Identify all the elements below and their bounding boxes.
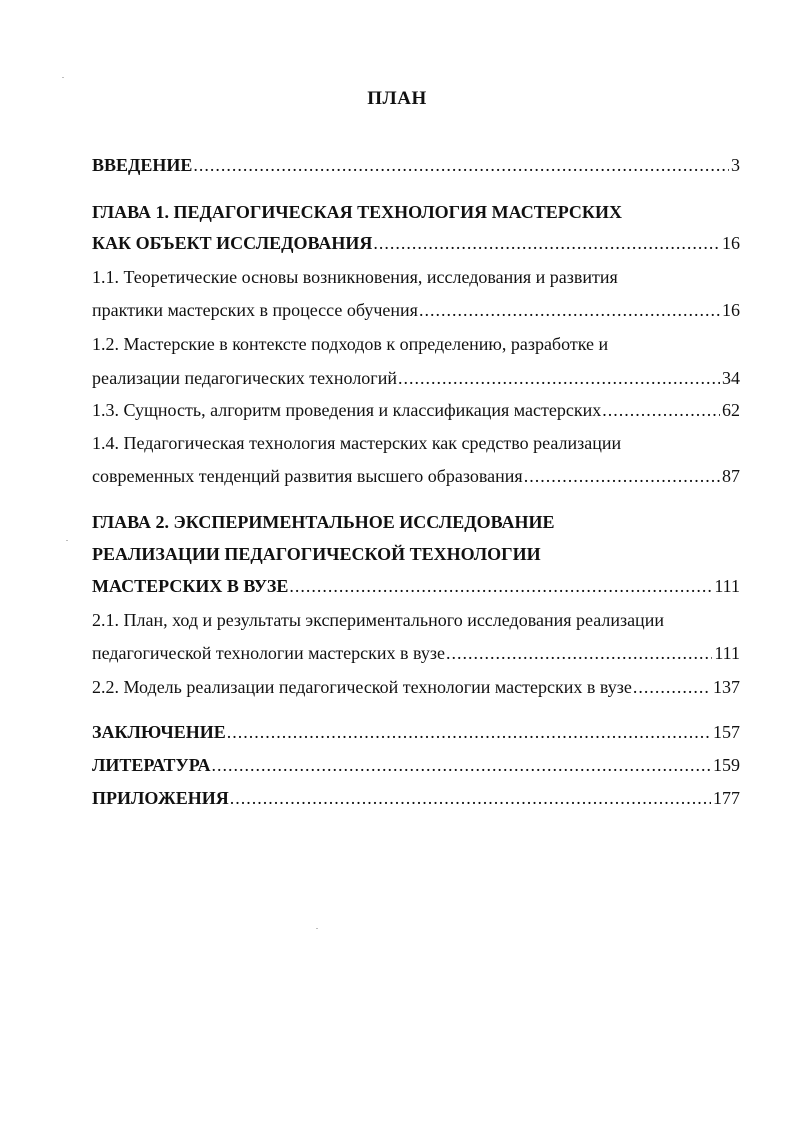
toc-entry-text: ГЛАВА 1. ПЕДАГОГИЧЕСКАЯ ТЕХНОЛОГИЯ МАСТЕРСКИХ (92, 202, 622, 222)
toc-entry-text: КАК ОБЪЕКТ ИССЛЕДОВАНИЯ (92, 233, 373, 253)
toc-entry-chapter-1 (92, 230, 740, 256)
toc-entry-chapter-2-heading (92, 509, 740, 535)
toc-entry-section-1-3 (92, 397, 740, 423)
toc-entry-text: ВВЕДЕНИЕ (92, 155, 193, 175)
toc-leader-dots (602, 397, 720, 423)
toc-page-number: 87 (722, 466, 740, 486)
toc-leader-dots (633, 674, 711, 700)
toc-leader-dots (193, 152, 729, 178)
toc-entry-chapter-2-heading-cont (92, 541, 740, 567)
toc-entry-text: педагогической технологии мастерских в вузе (92, 643, 446, 663)
toc-entry-text: 1.1. Теоретические основы возникновения, исследования и развития (92, 267, 618, 287)
toc-leader-dots (227, 719, 711, 745)
toc-leader-dots (289, 573, 712, 599)
toc-entry-chapter-1-heading (92, 199, 740, 225)
toc-entry-text: реализации педагогических технологий (92, 368, 397, 388)
toc-entry-text: РЕАЛИЗАЦИИ ПЕДАГОГИЧЕСКОЙ ТЕХНОЛОГИИ (92, 544, 541, 564)
toc-page-number: 177 (713, 788, 740, 808)
toc-leader-dots (446, 640, 712, 666)
toc-entry-chapter-2 (92, 573, 740, 599)
scan-speck (66, 540, 68, 541)
toc-page-number: 111 (714, 643, 740, 663)
toc-entry-text: ГЛАВА 2. ЭКСПЕРИМЕНТАЛЬНОЕ ИССЛЕДОВАНИЕ (92, 512, 555, 532)
toc-entry-section-1-1 (92, 297, 740, 323)
toc-entry-section-1-1-heading (92, 264, 740, 290)
toc-leader-dots (211, 752, 711, 778)
toc-entry-text: 1.3. Сущность, алгоритм проведения и классификация мастерских (92, 400, 602, 420)
toc-page-number: 159 (713, 755, 740, 775)
toc-entry-references (92, 752, 740, 778)
toc-entry-section-1-2-heading (92, 331, 740, 357)
toc-entry-text: 2.1. План, ход и результаты экспериментального исследования реализации (92, 610, 664, 630)
toc-entry-section-2-2 (92, 674, 740, 700)
toc-leader-dots (398, 365, 720, 391)
toc-entry-section-1-4 (92, 463, 740, 489)
toc-entry-section-2-1-heading (92, 607, 740, 633)
toc-entry-text: ЗАКЛЮЧЕНИЕ (92, 722, 226, 742)
toc-leader-dots (230, 785, 711, 811)
toc-entry-conclusion (92, 719, 740, 745)
toc-leader-dots (419, 297, 720, 323)
toc-page-number: 62 (722, 400, 740, 420)
toc-page-number: 157 (713, 722, 740, 742)
toc-entry-text: 1.2. Мастерские в контексте подходов к определению, разработке и (92, 334, 609, 354)
toc-page-number: 16 (722, 233, 740, 253)
toc-page-number: 111 (714, 576, 740, 596)
toc-leader-dots (373, 230, 720, 256)
toc-page-number: 3 (731, 155, 740, 175)
toc-entry-text: 1.4. Педагогическая технология мастерских как средство реализации (92, 433, 622, 453)
toc-entry-section-1-2 (92, 365, 740, 391)
toc-entry-text: 2.2. Модель реализации педагогической технологии мастерских в вузе (92, 677, 632, 697)
toc-entry-text: ЛИТЕРАТУРА (92, 755, 211, 775)
toc-page-number: 137 (713, 677, 740, 697)
toc-entry-section-1-4-heading (92, 430, 740, 456)
toc-entry-text: ПРИЛОЖЕНИЯ (92, 788, 229, 808)
toc-entry-text: практики мастерских в процессе обучения (92, 300, 418, 320)
toc-page-number: 16 (722, 300, 740, 320)
toc-entry-section-2-1 (92, 640, 740, 666)
scan-speck (62, 77, 64, 78)
scan-speck (316, 928, 318, 929)
toc-entry-text: МАСТЕРСКИХ В ВУЗЕ (92, 576, 289, 596)
toc-page-number: 34 (722, 368, 740, 388)
toc-entry-introduction (92, 152, 740, 178)
page-title: ПЛАН (367, 88, 427, 109)
toc-entry-appendices (92, 785, 740, 811)
toc-entry-text: современных тенденций развития высшего образования (92, 466, 523, 486)
toc-leader-dots (524, 463, 720, 489)
